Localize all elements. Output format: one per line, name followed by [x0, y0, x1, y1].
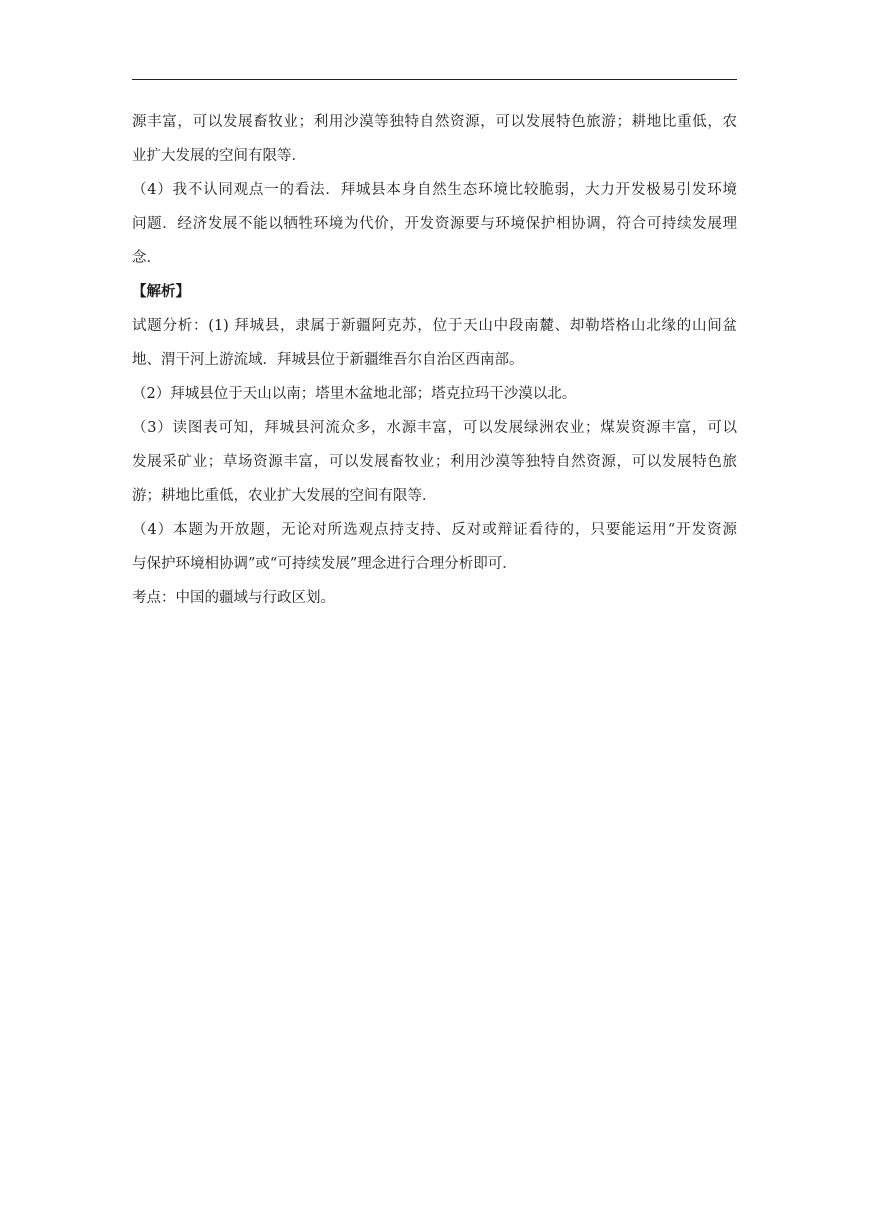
analysis-line-6: 游；耕地比重低，农业扩大发展的空间有限等．: [132, 488, 437, 504]
header-rule: [132, 79, 737, 80]
analysis-line-3: （2）拜城县位于天山以南；塔里木盆地北部；塔克拉玛干沙漠以北。: [132, 386, 577, 402]
answer-line-5: 念．: [132, 250, 161, 266]
answer-line-3: （4）我不认同观点一的看法．拜城县本身自然生态环境比较脆弱，大力开发极易引发环境: [132, 182, 737, 198]
analysis-line-1: 试题分析：(1) 拜城县，隶属于新疆阿克苏，位于天山中段南麓、却勒塔格山北缘的山间盆: [132, 318, 737, 334]
analysis-line-8: 与保护环境相协调”或“可持续发展”理念进行合理分析即可．: [132, 556, 517, 572]
knowledge-point: 考点：中国的疆域与行政区划。: [132, 590, 335, 606]
analysis-line-4: （3）读图表可知，拜城县河流众多，水源丰富，可以发展绿洲农业；煤炭资源丰富，可以: [132, 420, 737, 436]
analysis-line-7: （4）本题为开放题，无论对所选观点持支持、反对或辩证看待的，只要能运用“开发资源: [132, 522, 737, 538]
answer-line-1: 源丰富，可以发展畜牧业；利用沙漠等独特自然资源，可以发展特色旅游；耕地比重低，农: [132, 114, 737, 130]
answer-line-2: 业扩大发展的空间有限等．: [132, 148, 306, 164]
document-body: [132, 109, 737, 619]
analysis-heading: 【解析】: [132, 283, 190, 300]
answer-line-4: 问题．经济发展不能以牺牲环境为代价，开发资源要与环境保护相协调，符合可持续发展理: [132, 216, 737, 232]
analysis-line-2: 地、渭干河上游流域．拜城县位于新疆维吾尔自治区西南部。: [132, 352, 524, 368]
analysis-line-5: 发展采矿业；草场资源丰富，可以发展畜牧业；利用沙漠等独特自然资源，可以发展特色旅: [132, 454, 737, 470]
